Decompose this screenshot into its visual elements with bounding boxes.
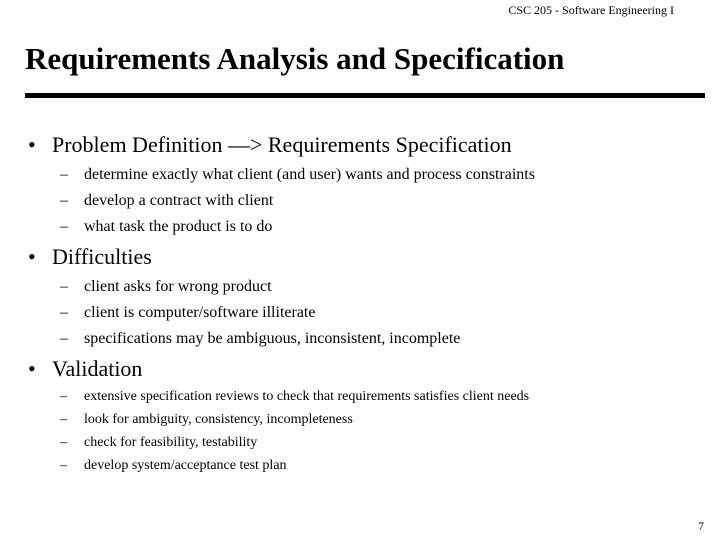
dash-glyph: – (60, 304, 68, 321)
bullet-problem-definition (28, 132, 512, 158)
dash-glyph: – (60, 389, 67, 404)
dash-glyph: – (60, 192, 68, 209)
sub-item-text: client asks for wrong product (84, 278, 272, 295)
sub-item-text: extensive specification reviews to check that requirements satisfies client needs (84, 389, 530, 404)
page-number: 7 (698, 519, 704, 533)
bullet-text: Problem Definition —> Requirements Specification (52, 132, 512, 157)
sub-item (60, 329, 460, 349)
sub-item (60, 191, 273, 211)
bullet-text: Difficulties (52, 244, 152, 269)
sub-item (60, 434, 257, 452)
dash-glyph: – (60, 458, 67, 473)
sub-item (60, 165, 535, 185)
sub-item-text: what task the product is to do (84, 218, 273, 235)
dash-glyph: – (60, 218, 68, 235)
bullet-glyph: • (28, 356, 36, 381)
sub-item (60, 303, 315, 323)
sub-item-text: specifications may be ambiguous, inconsistent, incomplete (84, 330, 461, 347)
dash-glyph: – (60, 330, 68, 347)
sub-item (60, 277, 272, 297)
slide-header: CSC 205 - Software Engineering I (508, 3, 674, 17)
sub-item-text: develop system/acceptance test plan (84, 458, 287, 473)
sub-item-text: determine exactly what client (and user) wants and process constraints (84, 166, 535, 183)
bullet-glyph: • (28, 244, 36, 269)
bullet-validation (28, 356, 142, 382)
sub-item (60, 217, 272, 237)
dash-glyph: – (60, 435, 67, 450)
bullet-text: Validation (52, 356, 143, 381)
title-rule (25, 93, 705, 98)
sub-item-text: client is computer/software illiterate (84, 304, 316, 321)
sub-item (60, 388, 529, 406)
bullet-difficulties (28, 244, 152, 270)
sub-item (60, 411, 353, 429)
sub-item-text: check for feasibility, testability (84, 435, 258, 450)
dash-glyph: – (60, 278, 68, 295)
sub-item-text: develop a contract with client (84, 192, 274, 209)
dash-glyph: – (60, 412, 67, 427)
sub-item-text: look for ambiguity, consistency, incompleteness (84, 412, 353, 427)
sub-item (60, 457, 287, 475)
slide-title: Requirements Analysis and Specification (25, 41, 565, 76)
dash-glyph: – (60, 166, 68, 183)
bullet-glyph: • (28, 132, 36, 157)
